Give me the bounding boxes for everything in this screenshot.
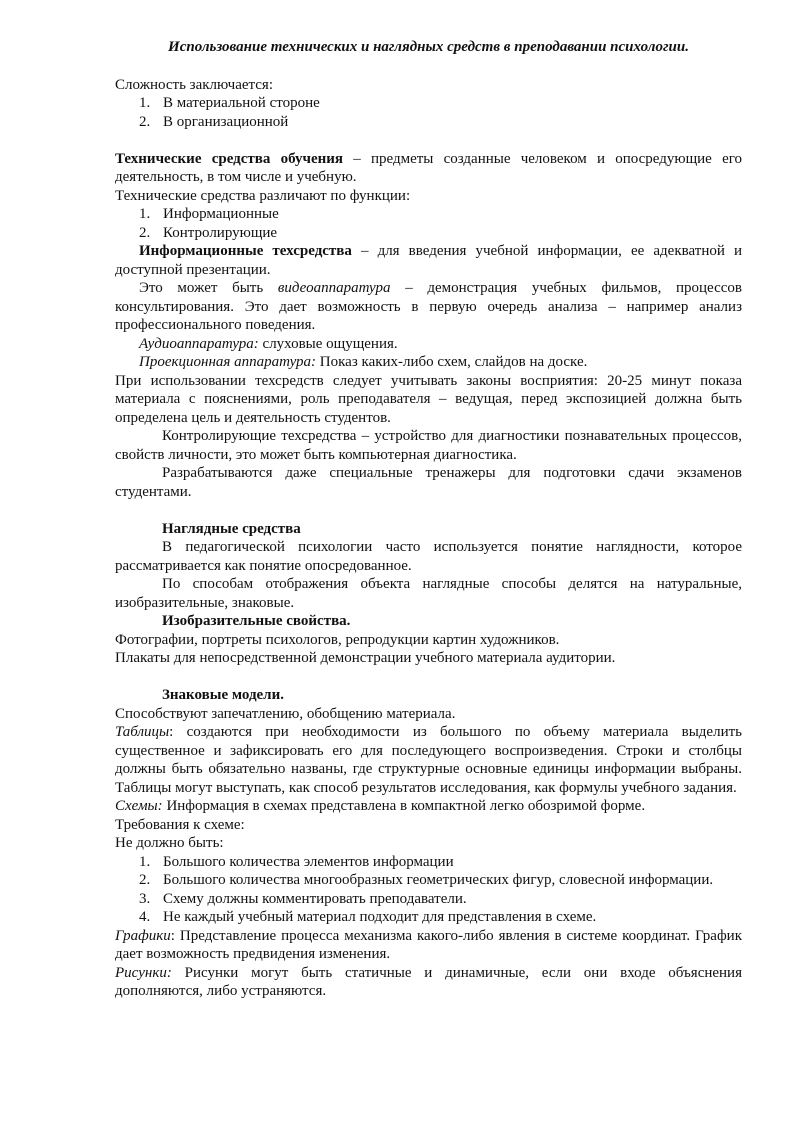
document-page	[115, 38, 742, 1001]
sign-models-intro: Способствуют запечатлению, обобщению материала.	[115, 705, 456, 722]
control-means-paragraph: Контролирующие техсредства – устройство для диагностики познавательных процессов, свойств личности, это может быть компьютерная диагностика.	[115, 428, 742, 463]
list-item: 4. Не каждый учебный материал подходит для представления в схеме.	[139, 909, 597, 925]
pictorial-heading: Изобразительные свойства.	[162, 613, 351, 629]
tables-paragraph: Таблицы: создаются при необходимости из большого по объему материала выделить существенное и зафиксировать его для последующего воспроизведения. Строки и столбцы должны быть обязательно названы, где структурные основные единицы информации выбраны. Таблицы могут выступать, как способ результатов исследования, как формулы учебного задания.	[115, 724, 742, 796]
tso-function-list	[115, 205, 742, 242]
scheme-requirements-list	[115, 853, 742, 927]
scheme-must-not: Не должно быть:	[115, 835, 224, 851]
tso-definition: Технические средства обучения – предметы созданные человеком и опосредующие его деятельность, в том числе и учебную.	[115, 150, 742, 185]
document-title: Использование технических и наглядных средств в преподавании психологии.	[168, 39, 689, 55]
list-item: 1. Информационные	[139, 206, 279, 222]
visual-paragraph-1: В педагогической психологии часто используется понятие наглядности, которое рассматривается как понятие опосредованное.	[115, 539, 742, 574]
info-means-definition: Информационные техсредства – для введения учебной информации, ее адекватной и доступной презентации.	[115, 243, 742, 278]
list-item: 3. Схему должны комментировать преподаватели.	[139, 890, 467, 907]
scheme-requirements: Требования к схеме:	[115, 816, 245, 833]
video-paragraph: Это может быть видеоаппаратура – демонстрация учебных фильмов, процессов консультирования. Это дает возможность в первую очередь анализа – например анализ профессионального поведения.	[115, 280, 742, 333]
audio-paragraph: Аудиоаппаратура: слуховые ощущения.	[139, 335, 398, 352]
pictorial-line-2: Плакаты для непосредственной демонстрации учебного материала аудитории.	[115, 650, 616, 666]
list-item: 1. Большого количества элементов информации	[139, 853, 454, 870]
tso-lead: Технические средства различают по функции:	[115, 187, 411, 204]
list-item: 1. В материальной стороне	[139, 95, 320, 111]
complexity-lead: Сложность заключается:	[115, 76, 273, 93]
pictorial-line-1: Фотографии, портреты психологов, репродукции картин художников.	[115, 631, 560, 648]
sign-models-heading: Знаковые модели.	[162, 687, 284, 703]
complexity-list	[115, 94, 742, 131]
list-item: 2. В организационной	[139, 113, 289, 130]
graphs-paragraph: Графики: Представление процесса механизма какого-либо явления в системе координат. График дает возможность предвидения изменения.	[115, 927, 742, 962]
pictures-paragraph: Рисунки: Рисунки могут быть статичные и динамичные, если они входе объяснения дополняются, либо устраняются.	[115, 964, 742, 999]
trainers-paragraph: Разрабатываются даже специальные тренажеры для подготовки сдачи экзаменов студентами.	[115, 465, 742, 500]
list-item: 2. Большого количества многообразных геометрических фигур, словесной информации.	[139, 872, 714, 888]
perception-laws-paragraph: При использовании техсредств следует учитывать законы восприятия: 20-25 минут показа материала с пояснениями, роль преподавателя – ведущая, перед экспозицией должна быть определена цель и деятельность студентов.	[115, 372, 742, 426]
list-item: 2. Контролирующие	[139, 224, 278, 241]
visual-paragraph-2: По способам отображения объекта наглядные способы делятся на натуральные, изобразительные, знаковые.	[115, 576, 742, 611]
projection-paragraph: Проекционная аппаратура: Показ каких-либо схем, слайдов на доске.	[139, 354, 588, 370]
schemes-paragraph: Схемы: Информация в схемах представлена в компактной легко обозримой форме.	[115, 798, 646, 814]
visual-means-heading: Наглядные средства	[162, 520, 301, 537]
